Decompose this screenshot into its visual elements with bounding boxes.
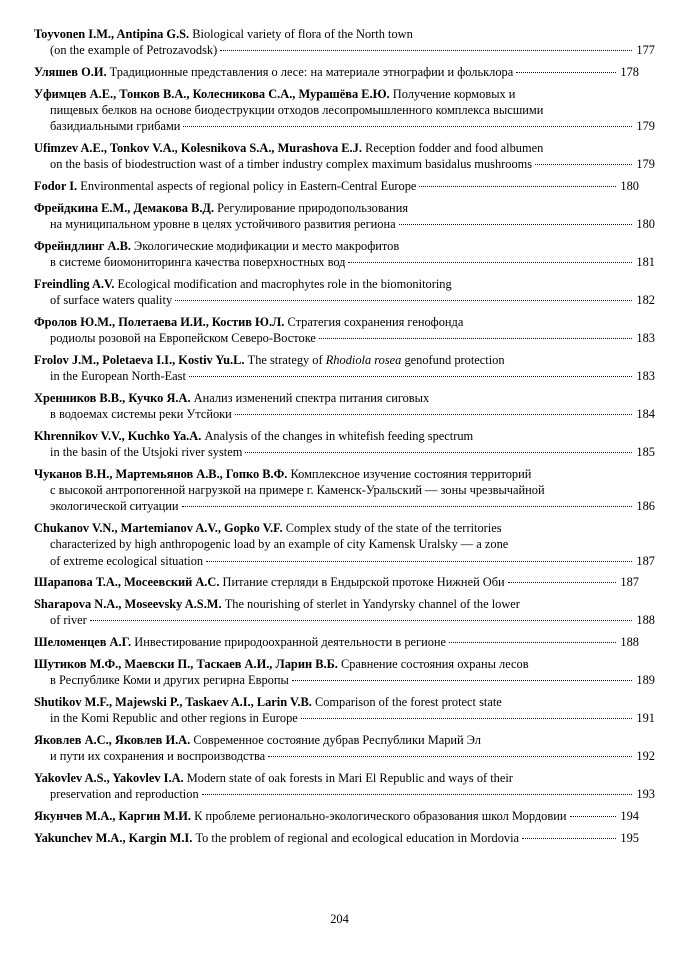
entry-authors: Яковлев А.С., Яковлев И.А. — [34, 732, 194, 747]
table-of-contents — [34, 26, 655, 846]
leader-dots — [245, 452, 632, 453]
entry-title-text: of extreme ecological situation — [50, 553, 204, 568]
leader-dots — [268, 756, 632, 757]
toc-entry[interactable] — [34, 276, 655, 309]
leader-dots — [319, 338, 632, 339]
toc-entry-last-line — [34, 216, 655, 232]
entry-authors: Фролов Ю.М., Полетаева И.И., Костив Ю.Л. — [34, 314, 288, 329]
toc-entry[interactable] — [34, 770, 655, 803]
toc-entry-page-number: 178 — [620, 65, 639, 79]
toc-entry-page-number: 187 — [636, 553, 655, 568]
toc-entry-text — [50, 553, 203, 569]
toc-entry-page-number: 195 — [620, 830, 639, 845]
entry-authors: Шарапова Т.А., Мосеевский А.С. — [34, 575, 223, 590]
toc-entry-page-number: 194 — [620, 808, 639, 823]
toc-entry-last-line — [34, 64, 639, 80]
toc-entry-page-number: 177 — [636, 43, 655, 58]
entry-title-text: Analysis of the changes in whitefish feeding spectrum — [204, 428, 474, 443]
toc-entry-text — [50, 216, 396, 232]
toc-entry-page-number: 182 — [636, 293, 655, 307]
toc-entry[interactable] — [34, 596, 655, 629]
toc-entry[interactable] — [34, 238, 655, 271]
toc-entry-text — [34, 808, 567, 824]
toc-entry-line — [34, 390, 639, 406]
entry-title-text: Комплексное изучение состояния территорий — [290, 466, 532, 481]
leader-dots — [220, 50, 632, 51]
toc-entry-line — [34, 26, 639, 42]
leader-dots — [570, 816, 617, 817]
toc-entry-text — [50, 42, 217, 58]
leader-dots — [535, 164, 632, 165]
leader-dots — [348, 262, 632, 263]
toc-entry-page-number: 183 — [636, 331, 655, 345]
entry-title-text: in the basin of the Utsjoki river system — [50, 445, 243, 459]
toc-entry-line — [34, 428, 639, 444]
entry-title-text: on the basis of biodestruction wast of a timber industry complex maximum basidalus mushrooms — [50, 157, 533, 172]
leader-dots — [90, 620, 633, 621]
entry-title-text: в Республике Коми и других регирна Европы — [50, 673, 289, 687]
entry-title-text: Традиционные представления о лесе: на материале этнографии и фольклора — [109, 65, 514, 79]
entry-authors: Фрейдкина Е.М., Демакова В.Д. — [34, 200, 218, 215]
entry-authors: Чуканов В.Н., Мартемьянов А.В., Гопко В.Ф. — [34, 466, 291, 481]
entry-title-text: базидиальными грибами — [50, 119, 181, 134]
entry-title-text: Инвестирование природоохранной деятельности в регионе — [134, 635, 447, 649]
leader-dots — [508, 582, 617, 583]
toc-entry-page-number: 180 — [636, 217, 655, 231]
entry-title-text: The nourishing of sterlet in Yandyrsky channel of the lower — [224, 597, 520, 611]
entry-authors: Шеломенцев А.Г. — [34, 635, 135, 649]
entry-title-text: с высокой антропогенной нагрузкой на примере г. Каменск-Уральский — зоны чрезвычайной — [50, 483, 545, 497]
toc-entry-page-number: 188 — [636, 613, 655, 628]
toc-entry[interactable] — [34, 200, 655, 233]
toc-entry[interactable] — [34, 64, 639, 80]
entry-title-text: in the European North-East — [50, 369, 186, 383]
toc-entry-text — [50, 368, 186, 384]
toc-entry-line — [34, 694, 639, 710]
leader-dots — [301, 718, 633, 719]
toc-entry-text — [50, 710, 298, 726]
toc-entry-text — [50, 444, 242, 460]
toc-entry-last-line — [34, 830, 639, 846]
toc-entry-page-number: 179 — [636, 157, 655, 172]
entry-title-text: Получение кормовых и — [392, 86, 516, 101]
entry-title-text: Environmental aspects of regional policy in Eastern-Central Europe — [80, 179, 417, 193]
toc-entry-line — [34, 536, 639, 552]
entry-title-text: Complex study of the state of the territories — [285, 521, 502, 535]
leader-dots — [449, 642, 616, 643]
toc-entry-line — [34, 520, 639, 536]
toc-entry-line — [34, 770, 639, 786]
toc-entry-line — [34, 200, 639, 216]
toc-entry-last-line — [34, 42, 655, 58]
toc-entry-text — [50, 748, 265, 764]
entry-title-text: Питание стерляди в Ендырской протоке Нижней Оби — [222, 575, 505, 590]
leader-dots — [292, 680, 633, 681]
entry-title-text: Modern state of oak forests in Mari El Republic and ways of their — [186, 770, 513, 785]
toc-entry-page-number: 184 — [636, 407, 655, 421]
toc-entry-page-number: 179 — [636, 119, 655, 134]
toc-entry-text — [34, 634, 446, 650]
entry-title-text: Регулирование природопользования — [217, 200, 409, 215]
toc-entry-last-line — [34, 634, 639, 650]
leader-dots — [516, 72, 616, 73]
entry-title-text: экологической ситуации — [50, 499, 179, 514]
toc-entry-text — [50, 254, 345, 270]
entry-title-text: of surface waters quality — [50, 293, 173, 307]
toc-entry[interactable] — [34, 26, 655, 59]
entry-title-text: genofund protection — [404, 352, 505, 367]
toc-entry-text — [50, 156, 532, 172]
toc-entry[interactable] — [34, 634, 639, 650]
entry-authors: Якунчев М.А., Каргин М.И. — [34, 808, 195, 823]
entry-title-text: Анализ изменений спектра питания сиговых — [193, 390, 430, 405]
toc-entry[interactable] — [34, 656, 655, 689]
toc-entry-line — [34, 140, 639, 156]
toc-entry-last-line — [34, 292, 655, 308]
toc-entry[interactable] — [34, 86, 655, 135]
toc-entry[interactable] — [34, 808, 639, 824]
toc-entry[interactable] — [34, 178, 639, 194]
toc-entry-text — [50, 330, 316, 346]
entry-title-text: Сравнение состояния охраны лесов — [340, 656, 529, 671]
toc-entry-line — [34, 482, 639, 498]
toc-entry[interactable] — [34, 390, 655, 423]
toc-entry-text — [50, 406, 232, 422]
entry-authors: Shutikov M.F., Majewski P., Taskaev A.I., Larin V.B. — [34, 694, 315, 709]
toc-entry-last-line — [34, 330, 655, 346]
leader-dots — [183, 126, 632, 127]
toc-entry-text — [50, 292, 172, 308]
toc-entry-last-line — [34, 748, 655, 764]
toc-entry-last-line — [34, 444, 655, 460]
entry-title-text: Reception fodder and food albumen — [365, 141, 544, 155]
toc-entry-line — [34, 276, 639, 292]
entry-authors: Уляшев О.И. — [34, 65, 110, 79]
toc-entry-text — [50, 118, 180, 134]
toc-entry-page-number: 183 — [636, 369, 655, 383]
toc-entry-last-line — [34, 118, 655, 134]
leader-dots — [399, 224, 633, 225]
entry-authors: Шутиков М.Ф., Маевски П., Таскаев А.И., Ларин В.Б. — [34, 656, 341, 671]
entry-authors: Yakunchev M.A., Kargin M.I. — [34, 830, 196, 845]
toc-entry[interactable] — [34, 830, 639, 846]
entry-authors: Freindling A.V. — [34, 276, 118, 291]
toc-entry-text — [50, 612, 87, 628]
toc-entry-page-number: 187 — [620, 575, 639, 590]
toc-entry-text — [34, 830, 519, 846]
toc-entry-page-number: 191 — [636, 711, 655, 725]
entry-title-text: Современное состояние дубрав Республики Марий Эл — [193, 732, 481, 747]
entry-authors: Toyvonen I.M., Antipina G.S. — [34, 27, 193, 41]
entry-authors: Фрейндлинг А.В. — [34, 238, 135, 253]
toc-entry-last-line — [34, 710, 655, 726]
page-number: 204 — [330, 912, 349, 926]
toc-entry-page-number: 193 — [636, 787, 655, 801]
entry-authors: Хренников В.В., Кучко Я.А. — [34, 390, 194, 405]
entry-title-text: preservation and reproduction — [50, 787, 199, 801]
toc-entry[interactable] — [34, 694, 655, 727]
toc-entry[interactable] — [34, 574, 639, 590]
entry-title-text: of river — [50, 613, 87, 628]
leader-dots — [175, 300, 632, 301]
toc-entry-line — [34, 656, 639, 672]
toc-entry-text — [50, 786, 199, 802]
toc-entry-line — [34, 102, 639, 118]
toc-entry-line — [34, 238, 639, 254]
entry-title-text: characterized by high anthropogenic load by an example of city Kamensk Uralsky — a zone — [50, 537, 509, 552]
entry-title-text: пищевых белков на основе биодеструкции отходов лесопромышленного комплекса высшими — [50, 103, 544, 117]
toc-entry[interactable] — [34, 466, 655, 515]
toc-entry[interactable] — [34, 352, 655, 385]
entry-title-text: на муниципальном уровне в целях устойчивого развития региона — [50, 217, 396, 231]
toc-entry[interactable] — [34, 314, 655, 347]
toc-entry-text — [34, 178, 416, 194]
toc-entry-line — [34, 596, 639, 612]
toc-entry-last-line — [34, 786, 655, 802]
entry-italic-text: Rhodiola rosea — [325, 352, 405, 367]
entry-title-text: The strategy of — [247, 352, 326, 367]
leader-dots — [202, 794, 633, 795]
entry-authors: Уфимцев А.Е., Тонков В.А., Колесникова С.А., Мурашёва Е.Ю. — [34, 86, 393, 101]
toc-entry-last-line — [34, 672, 655, 688]
toc-entry-last-line — [34, 574, 639, 590]
toc-entry-last-line — [34, 156, 655, 172]
toc-entry-last-line — [34, 808, 639, 824]
toc-entry-page-number: 185 — [636, 445, 655, 459]
toc-entry-page-number: 189 — [636, 673, 655, 687]
toc-entry-line — [34, 732, 639, 748]
toc-entry-page-number: 192 — [636, 749, 655, 763]
leader-dots — [206, 561, 632, 562]
entry-title-text: родиолы розовой на Европейском Северо-Востоке — [50, 331, 316, 345]
toc-entry-page-number: 188 — [620, 635, 639, 649]
entry-authors: Khrennikov V.V., Kuchko Ya.A. — [34, 428, 205, 443]
toc-entry-page-number: 180 — [620, 179, 639, 193]
toc-entry-line — [34, 466, 639, 482]
toc-entry-last-line — [34, 612, 655, 628]
entry-title-text: К проблеме регионально-экологического образования школ Мордовии — [194, 808, 567, 823]
leader-dots — [182, 506, 633, 507]
leader-dots — [419, 186, 616, 187]
toc-entry[interactable] — [34, 428, 655, 461]
toc-entry-line — [34, 352, 639, 368]
toc-entry-last-line — [34, 553, 655, 569]
toc-entry[interactable] — [34, 140, 655, 173]
toc-entry-text — [50, 498, 179, 514]
entry-title-text: To the problem of regional and ecological education in Mordovia — [195, 830, 520, 845]
entry-title-text: и пути их сохранения и воспроизводства — [50, 749, 266, 763]
entry-authors: Fodor I. — [34, 179, 81, 193]
entry-title-text: Экологические модификации и место макрофитов — [134, 238, 400, 253]
leader-dots — [235, 414, 633, 415]
toc-entry-last-line — [34, 368, 655, 384]
toc-entry[interactable] — [34, 520, 655, 569]
entry-title-text: в водоемах системы реки Утсйоки — [50, 407, 232, 421]
toc-entry-line — [34, 86, 639, 102]
toc-entry[interactable] — [34, 732, 655, 765]
toc-entry-page-number: 181 — [636, 255, 655, 269]
toc-entry-last-line — [34, 178, 639, 194]
entry-title-text: in the Komi Republic and other regions in Europe — [50, 711, 298, 725]
leader-dots — [189, 376, 632, 377]
leader-dots — [522, 838, 616, 839]
toc-entry-last-line — [34, 254, 655, 270]
entry-title-text: Comparison of the forest protect state — [314, 694, 502, 709]
entry-title-text: (on the example of Petrozavodsk) — [50, 43, 218, 58]
toc-entry-line — [34, 314, 639, 330]
entry-authors: Frolov J.M., Poletaeva I.I., Kostiv Yu.L. — [34, 352, 248, 367]
toc-entry-text — [34, 574, 505, 590]
entry-authors: Chukanov V.N., Martemianov A.V., Gopko V.F. — [34, 521, 286, 535]
entry-title-text: Стратегия сохранения генофонда — [287, 314, 464, 329]
entry-title-text: Biological variety of flora of the North town — [192, 27, 413, 41]
entry-title-text: Ecological modification and macrophytes role in the biomonitoring — [117, 276, 452, 291]
toc-entry-page-number: 186 — [636, 499, 655, 514]
toc-entry-text — [50, 672, 289, 688]
toc-entry-text — [34, 64, 513, 80]
entry-title-text: в системе биомониторинга качества поверхностных вод — [50, 255, 346, 269]
toc-entry-last-line — [34, 498, 655, 514]
entry-authors: Ufimzev A.E., Tonkov V.A., Kolesnikova S.A., Murashova E.J. — [34, 141, 366, 155]
toc-entry-last-line — [34, 406, 655, 422]
entry-authors: Yakovlev A.S., Yakovlev I.A. — [34, 770, 187, 785]
entry-authors: Sharapova N.A., Moseevsky A.S.M. — [34, 597, 225, 611]
